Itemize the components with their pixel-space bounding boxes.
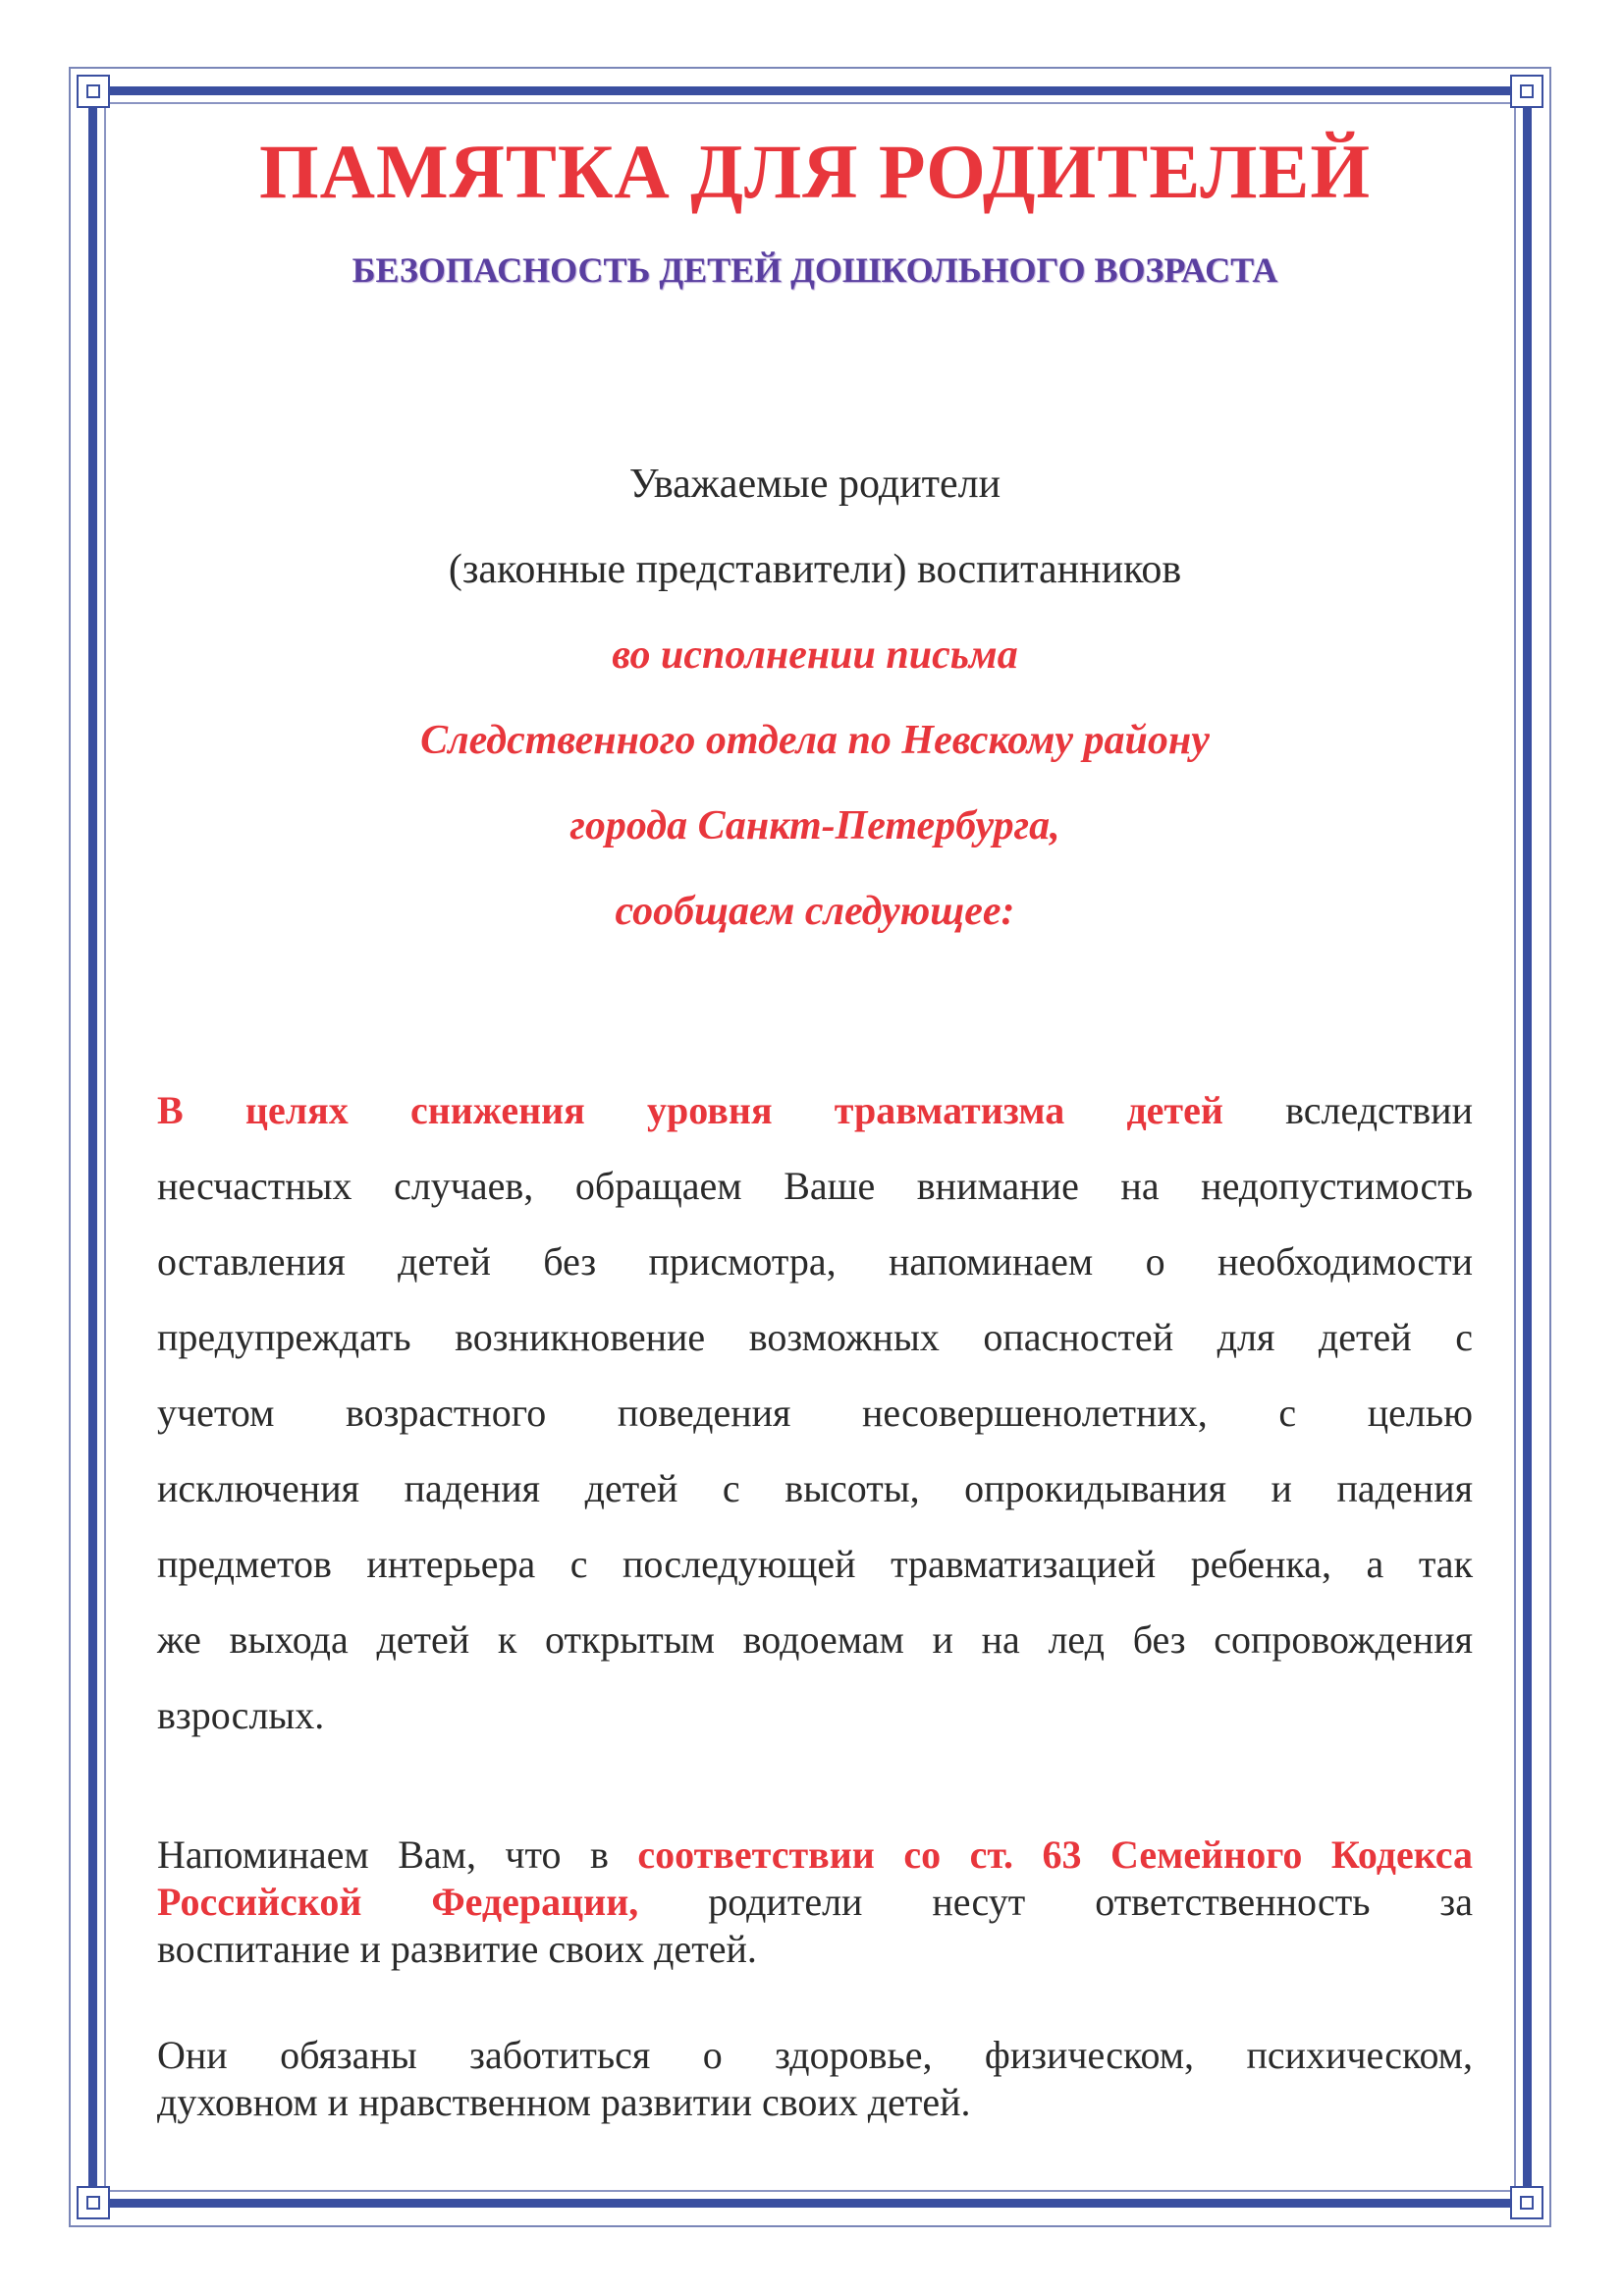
paragraph1-line-4: предупреждать возникновение возможных опасностей для детей с [157, 1315, 1473, 1359]
paragraph1-line-9: взрослых. [157, 1693, 325, 1737]
corner-ornament-bottom-right [1510, 2186, 1543, 2219]
paragraph1-line-3: оставления детей без присмотра, напоминаем о необходимости [157, 1239, 1473, 1284]
greeting-line-2: (законные представители) воспитанников [448, 547, 1182, 592]
paragraph1-line-8: же выхода детей к открытым водоемам и на лед без сопровождения [157, 1617, 1473, 1662]
paragraph3-line-1: Они обязаны заботиться о здоровье, физическом, психическом, [157, 2033, 1473, 2077]
paragraph2-highlight-2: Российской Федерации, [157, 1880, 639, 1924]
greeting-line-6: сообщаем следующее: [615, 889, 1015, 934]
document-content [157, 118, 1473, 2126]
greeting-block [157, 442, 1473, 955]
paragraph-parent-duties [157, 2032, 1473, 2126]
greeting-line-4: Следственного отдела по Невскому району [420, 718, 1210, 763]
paragraph1-line-6: исключения падения детей с высоты, опрокидывания и падения [157, 1466, 1473, 1510]
paragraph1-line-1-rest: вследствии [1222, 1088, 1473, 1132]
corner-ornament-top-left [77, 75, 110, 108]
page-title: ПАМЯТКА ДЛЯ РОДИТЕЛЕЙ [258, 129, 1372, 214]
greeting-line-3: во исполнении письма [612, 632, 1018, 678]
greeting-line-1: Уважаемые родители [628, 462, 1001, 507]
paragraph1-line-2: несчастных случаев, обращаем Ваше внимание на недопустимость [157, 1164, 1473, 1208]
greeting-line-5: города Санкт-Петербурга, [569, 803, 1060, 848]
paragraph1-line-7: предметов интерьера с последующей травматизацией ребенка, а так [157, 1542, 1473, 1586]
paragraph2-line-1 [157, 1831, 1473, 1879]
paragraph3-line-2: духовном и нравственном развитии своих детей. [157, 2080, 971, 2124]
paragraph2-highlight-1: соответствии со ст. 63 Семейного Кодекса [637, 1832, 1474, 1877]
page-subtitle: БЕЗОПАСНОСТЬ ДЕТЕЙ ДОШКОЛЬНОГО ВОЗРАСТА [352, 250, 1278, 290]
paragraph2-start: Напоминаем Вам, что в [157, 1832, 638, 1877]
paragraph2-line-3: воспитание и развитие своих детей. [157, 1927, 757, 1971]
corner-ornament-bottom-left [77, 2186, 110, 2219]
paragraph1-highlight: В целях снижения уровня травматизма детей [157, 1088, 1223, 1132]
paragraph-family-code [157, 1831, 1473, 1973]
corner-ornament-top-right [1510, 75, 1543, 108]
paragraph1-line-1 [157, 1072, 1473, 1148]
paragraph1-line-5: учетом возрастного поведения несовершенолетних, с целью [157, 1391, 1473, 1435]
paragraph2-line-2-rest: родители несут ответственность за [638, 1880, 1473, 1924]
paragraph-injury-prevention [157, 1072, 1473, 1753]
paragraph2-line-2 [157, 1879, 1473, 1926]
